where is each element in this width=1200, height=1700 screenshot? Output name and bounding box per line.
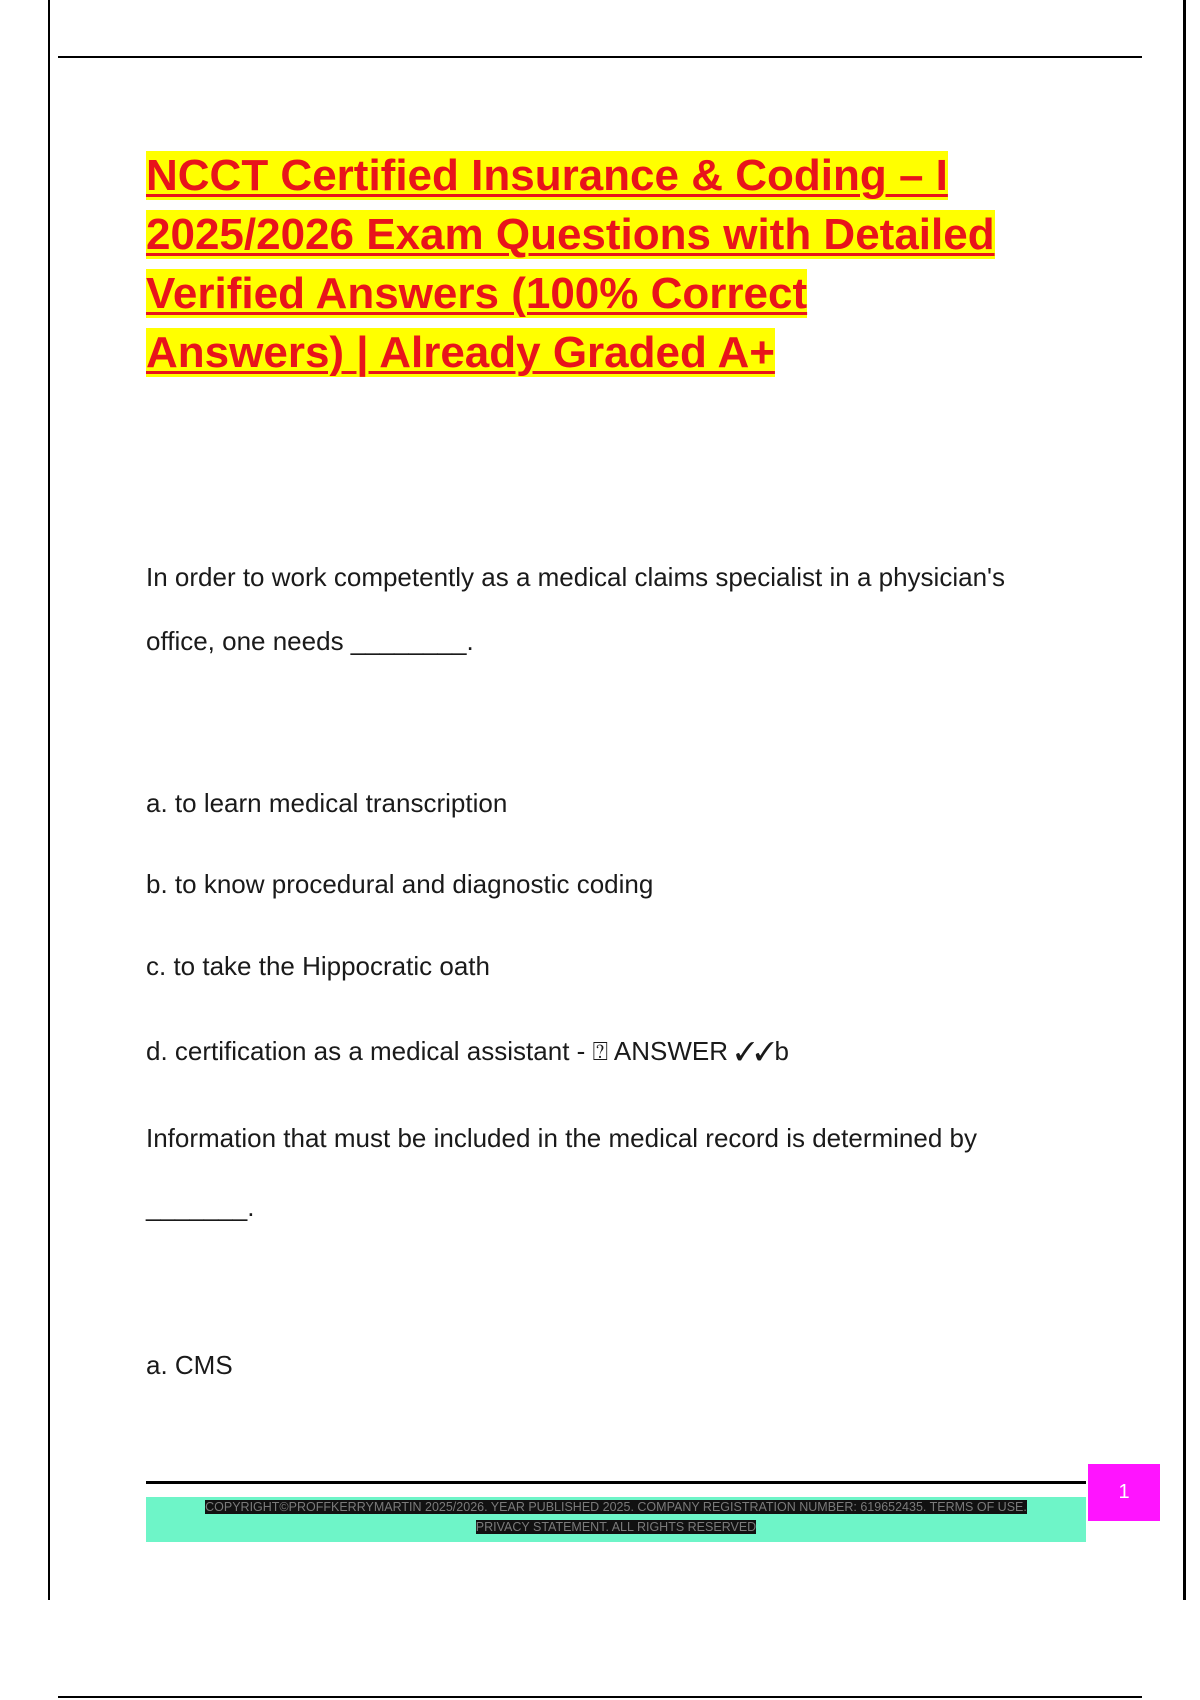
question-2-stem-line-1: Information that must be included in the medical record is determined by bbox=[146, 1123, 977, 1153]
title-line: NCCT Certified Insurance & Coding – I bbox=[146, 151, 948, 200]
footer-rule bbox=[146, 1481, 1086, 1484]
page-border-left bbox=[48, 0, 50, 1600]
question-1-stem-line-1: In order to work competently as a medical claims specialist in a physician's bbox=[146, 562, 1005, 592]
title-line: 2025/2026 Exam Questions with Detailed bbox=[146, 210, 995, 259]
page-number-badge: 1 bbox=[1088, 1464, 1160, 1521]
question-1-option-c: c. to take the Hippocratic oath bbox=[146, 951, 490, 981]
header-rule bbox=[58, 56, 1142, 58]
page-border-right bbox=[1183, 0, 1186, 1600]
document-title bbox=[146, 146, 1106, 382]
copyright-line-2: PRIVACY STATEMENT. ALL RIGHTS RESERVED bbox=[475, 1520, 757, 1534]
copyright-line-1: COPYRIGHT©PROFFKERRYMARTIN 2025/2026. YEAR PUBLISHED 2025. COMPANY REGISTRATION NUMBER: 619652435. TERMS OF USE. bbox=[205, 1500, 1027, 1514]
title-line: Verified Answers (100% Correct bbox=[146, 269, 808, 318]
question-1-stem-line-2: office, one needs ________. bbox=[146, 626, 474, 656]
question-1-option-a: a. to learn medical transcription bbox=[146, 788, 508, 818]
question-1-option-b: b. to know procedural and diagnostic coding bbox=[146, 869, 654, 899]
title-line: Answers) | Already Graded A+ bbox=[146, 328, 775, 377]
question-1-option-d-answer: d. certification as a medical assistant - ⍰ ANSWER ✓✓b bbox=[146, 1036, 789, 1066]
question-2-option-a: a. CMS bbox=[146, 1350, 233, 1380]
question-2-stem-line-2: _______. bbox=[146, 1192, 255, 1222]
next-page-rule bbox=[58, 1696, 1142, 1698]
copyright-footer bbox=[146, 1497, 1086, 1542]
